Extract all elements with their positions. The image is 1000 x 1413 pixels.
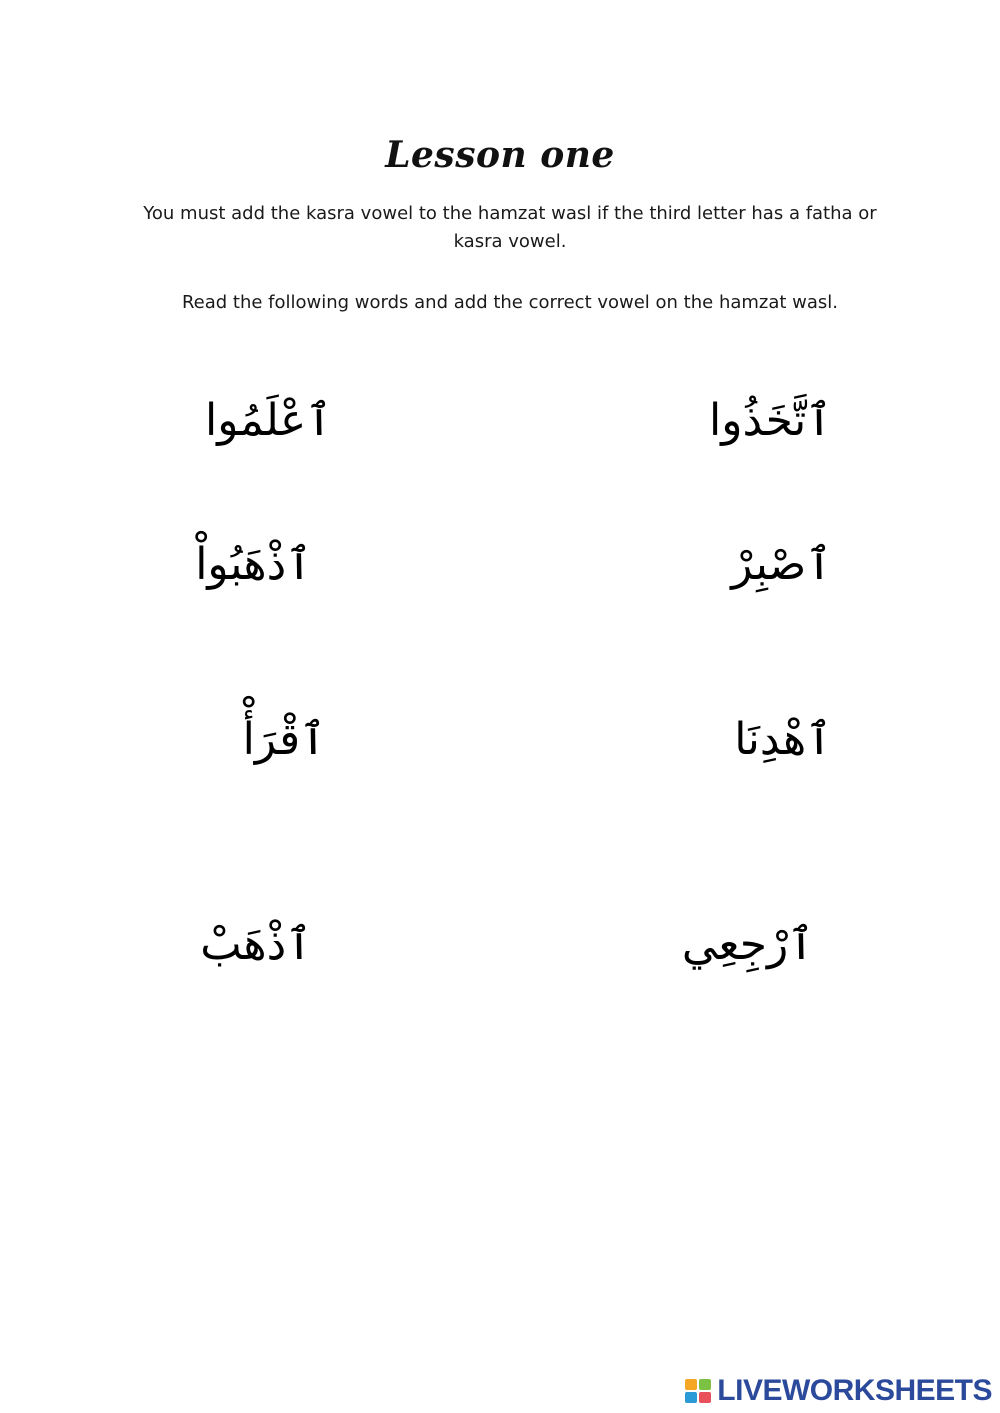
arabic-word: ٱعْلَمُوا: [205, 395, 332, 446]
instruction-task: Read the following words and add the correct vowel on the hamzat wasl.: [181, 292, 839, 313]
instruction-rule: You must add the kasra vowel to the hamzat wasl if the third letter has a fatha or kasra vowel.: [143, 203, 877, 252]
liveworksheets-brand: [685, 1371, 992, 1411]
page-title: Lesson one: [385, 134, 615, 176]
logo-cell: [685, 1379, 697, 1390]
arabic-word: ٱقْرَأْ: [242, 714, 326, 765]
arabic-word: ٱرْجِعِي: [681, 919, 814, 970]
arabic-word: ٱذْهَبْ: [200, 919, 312, 970]
logo-cell: [699, 1379, 711, 1390]
logo-cell: [685, 1392, 697, 1403]
logo-cell: [699, 1392, 711, 1403]
liveworksheets-logo-icon: [685, 1379, 711, 1403]
arabic-word: ٱهْدِنَا: [734, 714, 832, 765]
arabic-word: ٱتَّخَذُوا: [709, 395, 832, 446]
arabic-word: ٱذْهَبُواْ: [195, 539, 312, 590]
arabic-word: ٱصْبِرْ: [731, 539, 832, 590]
brand-text: LIVEWORKSHEETS: [717, 1374, 992, 1407]
